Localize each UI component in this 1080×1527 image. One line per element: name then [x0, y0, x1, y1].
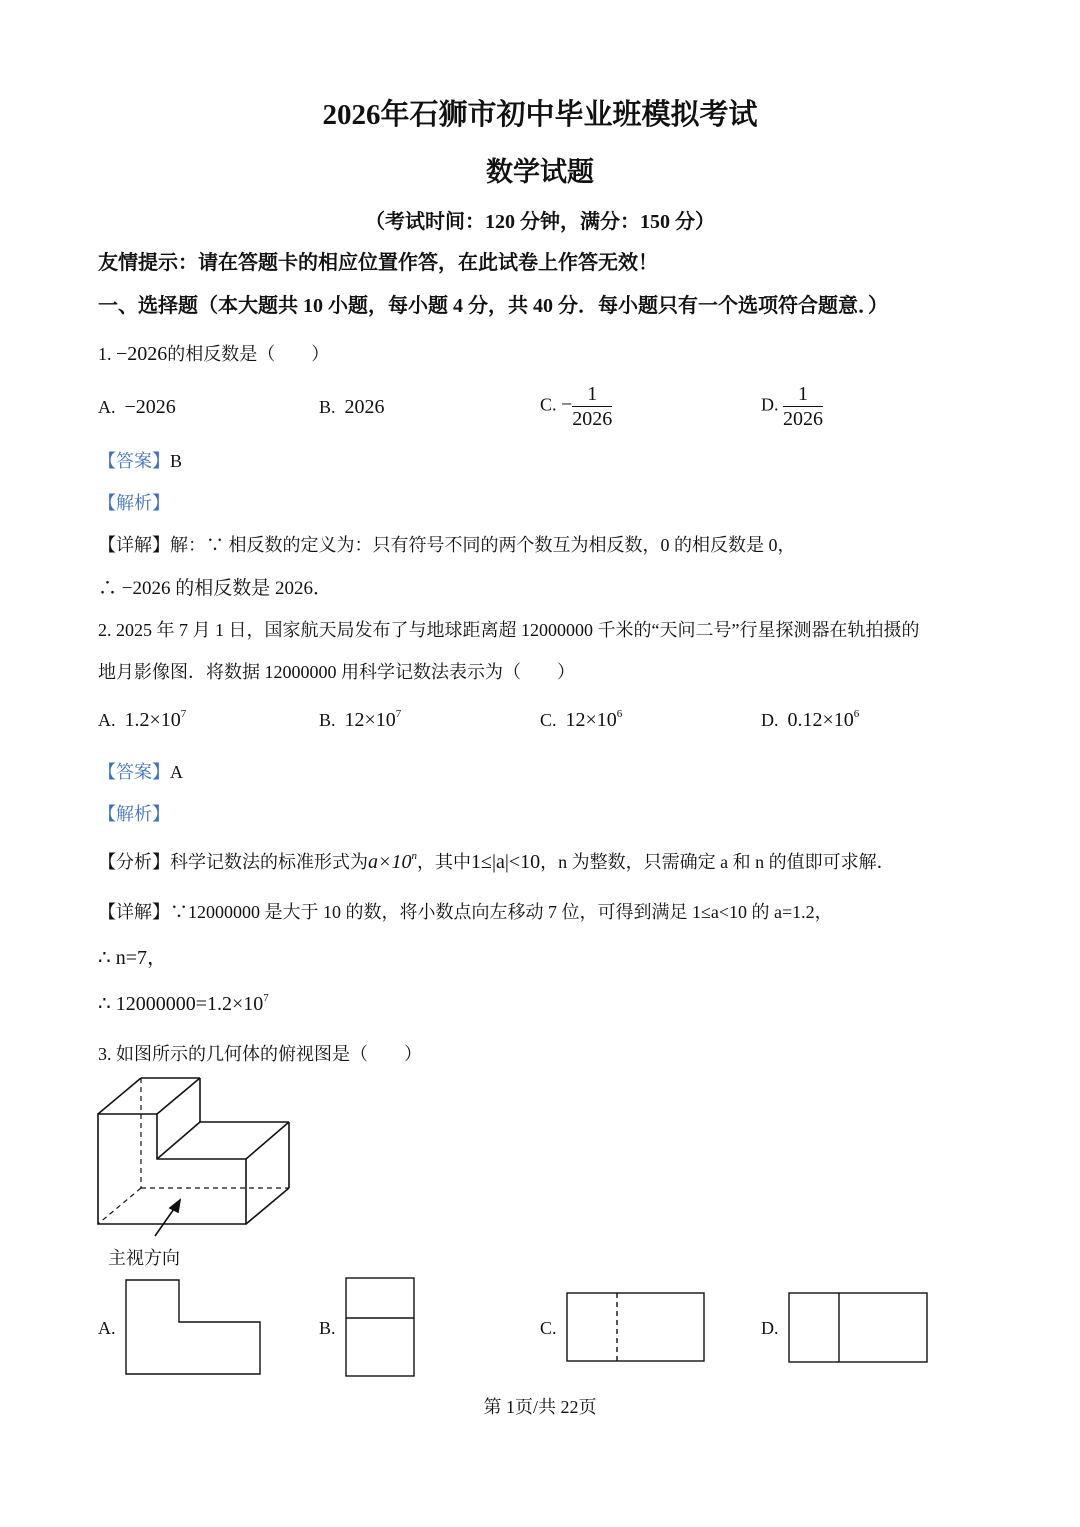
section-heading: 一、选择题（本大题共 10 小题，每小题 4 分，共 40 分．每小题只有一个选项符合题意．） — [98, 295, 888, 317]
option-b: B. 2026 — [319, 396, 385, 418]
detail-1: 【详解】解：∵ 相反数的定义为：只有符号不同的两个数互为相反数，0 的相反数是 0， — [98, 535, 796, 555]
option-c-figure — [567, 1293, 704, 1361]
option-d: D. $0.12\times 10^6$ — [761, 708, 860, 731]
option-b: B. $12\times 10^7$ — [319, 708, 402, 731]
option-a-figure — [126, 1280, 260, 1374]
option-b-label: B. — [319, 1318, 336, 1338]
subject-title: 数学试题 — [486, 157, 594, 187]
q-number: 1. — [98, 344, 112, 364]
option-c: C. $12\times 10^6$ — [540, 708, 623, 731]
analysis-1: 【解析】 — [98, 493, 170, 513]
page-footer: 第 1页/共 22页 — [483, 1397, 597, 1417]
fenxi-2: 【分析】科学记数法的标准形式为$a\times 10^n$，其中1≤|a|<10，n 为整数，只需确定 a 和 n 的值即可求解． — [98, 850, 895, 873]
option-c: C. − $\frac{1}{2026}$ — [540, 383, 613, 430]
solid-figure — [98, 1078, 289, 1236]
q-stem: 的相反数是（ ） — [167, 344, 330, 364]
question-2-line1: 2. 2025 年 7 月 1 日，国家航天局发布了与地球距离超 12000000 千米的“天问二号”行星探测器在轨拍摄的 — [98, 620, 920, 640]
option-a: A. $1.2\times 10^7$ — [98, 708, 187, 731]
option-a-label: A. — [98, 1318, 116, 1338]
analysis-2: 【解析】 — [98, 804, 170, 824]
question-3: 3. 如图所示的几何体的俯视图是（ ） — [98, 1044, 422, 1064]
option-b-figure — [346, 1278, 414, 1376]
direction-label: 主视方向 — [108, 1248, 180, 1268]
question-2-line2: 地月影像图．将数据 12000000 用科学记数法表示为（ ） — [98, 662, 575, 682]
exam-title: 2026年石狮市初中毕业班模拟考试 — [322, 99, 758, 131]
exam-info: （考试时间：120 分钟，满分：150 分） — [365, 211, 715, 233]
step-2: ∴ $12000000=1.2\times 10^7$ — [98, 992, 269, 1015]
answer-2: 【答案】A — [98, 762, 183, 782]
step-1: ∴ n=7， — [98, 947, 168, 969]
notice: 友情提示：请在答题卡的相应位置作答，在此试卷上作答无效！ — [98, 252, 658, 274]
math: −2026 — [116, 343, 168, 365]
detail-2: 【详解】∵12000000 是大于 10 的数，将小数点向左移动 7 位，可得到满足 1≤a<10 的 a=1.2， — [98, 902, 833, 922]
option-d-figure — [789, 1293, 927, 1362]
conclusion-1: ∴ −2026 的相反数是 2026． — [98, 578, 332, 599]
option-a: A. −2026 — [98, 396, 176, 418]
answer-1: 【答案】B — [98, 451, 183, 471]
option-d-label: D. — [761, 1318, 779, 1338]
arrow — [155, 1206, 176, 1236]
option-d: D. $\frac{1}{2026}$ — [761, 383, 823, 430]
option-c-label: C. — [540, 1318, 557, 1338]
